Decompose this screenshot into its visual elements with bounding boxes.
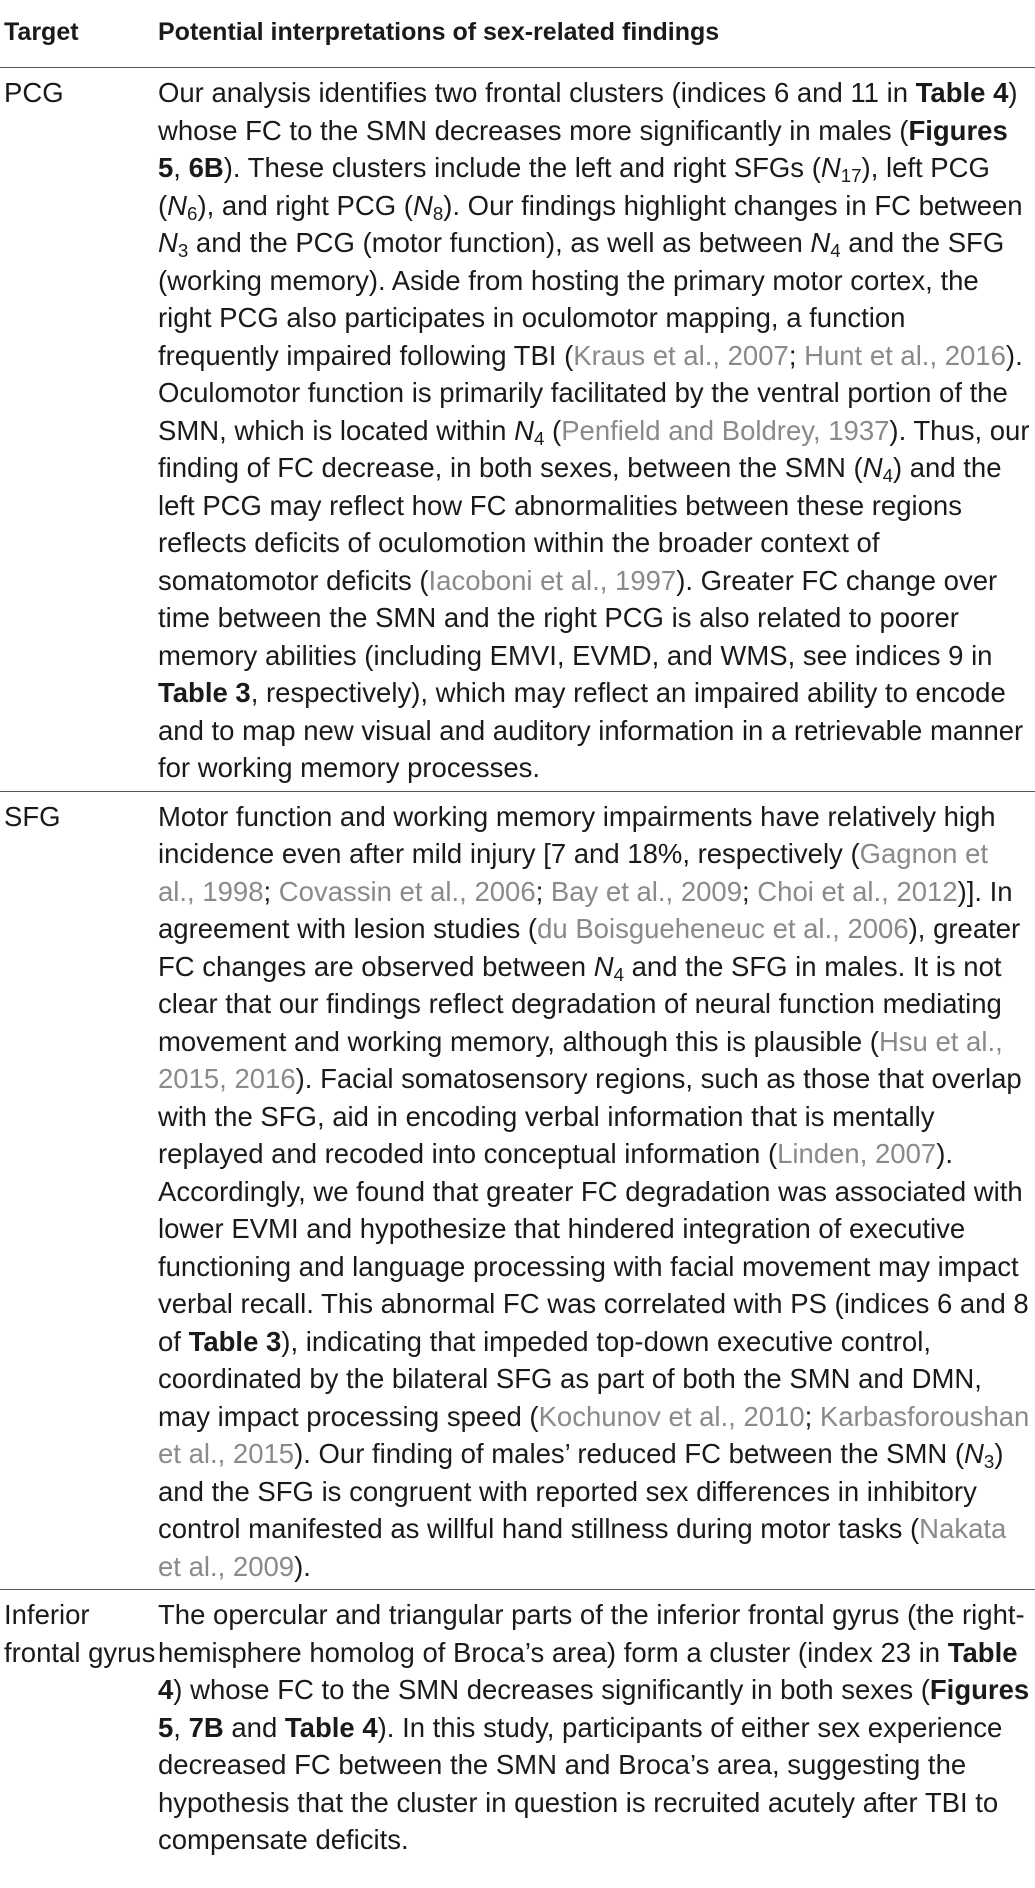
citation-link[interactable]: Nakata et al., 2009	[158, 1513, 1007, 1582]
subscript: 4	[613, 963, 624, 985]
text-run: ,	[173, 1711, 189, 1743]
citation-link[interactable]: Choi et al., 2012	[757, 875, 958, 907]
text-run: ), greater FC changes are observed between	[158, 913, 1021, 982]
italic-symbol: N	[810, 227, 831, 258]
text-run: ). Accordingly, we found that greater FC degradation was associated with lower EVMI and hypothesize that hindered integration of executive functioning and language processing with facial movement may impact verbal recall. This abnormal FC was correlated with PS (indices 6 and 8 of	[158, 1138, 1029, 1357]
text-run: ), and right PCG (	[197, 189, 413, 221]
text-run: and the SFG in males. It is not clear that our findings reflect degradation of neural function mediating movement and working memory, although this is plausible (	[158, 950, 1002, 1057]
row-text-sfg	[158, 791, 1035, 1590]
subscript: 4	[830, 240, 841, 262]
text-run: ;	[263, 875, 279, 907]
table-row	[0, 68, 1035, 792]
table-body	[0, 68, 1035, 1863]
text-run: ;	[742, 875, 758, 907]
italic-symbol: N	[514, 414, 534, 446]
table-row	[0, 791, 1035, 1590]
citation-link[interactable]: Gagnon et al., 1998	[158, 838, 989, 907]
citation-link[interactable]: Bay et al., 2009	[550, 875, 743, 907]
text-run: Our analysis identifies two frontal clusters (indices 6 and 11 in	[158, 77, 916, 108]
text-run: ). Greater FC change over time between the SMN and the right PCG is also related to poorer memory abilities (including EMVI, EVMD, and WMS, see indices 9 in	[158, 564, 998, 671]
text-run: ). These clusters include the left and right SFGs (	[223, 152, 821, 183]
text-run: ) and the left PCG may reflect how FC abnormalities between these regions reflects deficits of oculomotion within the broader context of somatomotor deficits (	[158, 452, 1002, 596]
italic-symbol: N	[158, 227, 178, 258]
citation-link[interactable]: Karbasforoushan et al., 2015	[158, 1400, 1030, 1469]
row-target-sfg: SFG	[4, 800, 61, 832]
text-run: ;	[804, 1400, 820, 1432]
text-run: ), indicating that impeded top-down executive control, coordinated by the bilateral SFG as part of both the SMN and DMN, may impact processing speed (	[158, 1325, 982, 1432]
citation-link[interactable]: Hunt et al., 2016	[804, 339, 1006, 371]
table-row	[0, 1590, 1035, 1863]
text-run: ). Oculomotor function is primarily facilitated by the ventral portion of the SMN, which is located within	[158, 339, 1023, 446]
text-run: ), left PCG (	[158, 152, 990, 221]
italic-symbol: N	[964, 1438, 984, 1469]
bold-reference: Table 4	[284, 1711, 378, 1743]
text-run: ) whose FC to the SMN decreases significantly in both sexes (	[173, 1674, 930, 1705]
row-target-ifg: Inferior frontal gyrus	[4, 1599, 156, 1668]
subscript: 4	[882, 465, 893, 487]
text-run: , respectively), which may reflect an impaired ability to encode and to map new visual and auditory information in a retrievable manner for working memory processes.	[158, 677, 1024, 783]
citation-link[interactable]: du Boisgueheneuc et al., 2006	[537, 913, 909, 944]
text-run: ;	[788, 339, 805, 371]
text-run: ). Our finding of males’ reduced FC between the SMN (	[294, 1438, 965, 1469]
italic-symbol: N	[593, 950, 614, 982]
text-run: (	[544, 414, 562, 446]
text-run: )]. In agreement with lesion studies (	[158, 875, 1013, 944]
text-run: ).	[294, 1550, 311, 1582]
text-run: ). Thus, our finding of FC decrease, in both sexes, between the SMN (	[158, 414, 1030, 483]
text-run: ). Our findings highlight changes in FC between	[443, 189, 1023, 221]
text-run: Motor function and working memory impairments have relatively high incidence even after mild injury [7 and 18%, respectively (	[158, 800, 996, 869]
citation-link[interactable]: Linden, 2007	[777, 1138, 937, 1169]
citation-link[interactable]: Penfield and Boldrey, 1937	[561, 414, 890, 446]
subscript: 8	[432, 202, 444, 224]
italic-symbol: N	[412, 189, 433, 221]
citation-link[interactable]: Kraus et al., 2007	[573, 339, 789, 371]
text-run: and the PCG (motor function), as well as between	[188, 227, 811, 258]
subscript: 17	[840, 165, 862, 187]
subscript: 3	[177, 240, 189, 262]
text-run: and	[223, 1711, 285, 1743]
italic-symbol: N	[820, 152, 841, 183]
bold-reference: Table 4	[158, 1636, 1018, 1705]
citation-link[interactable]: Kochunov et al., 2010	[538, 1400, 805, 1432]
text-run: ) whose FC to the SMN decreases more significantly in males (	[158, 77, 1018, 146]
text-run: ,	[173, 152, 189, 183]
text-run: ). In this study, participants of either sex experience decreased FC between the SMN and Broca’s area, suggesting the hypothesis that the cluster in question is recruited acutely after TBI to compensate deficits.	[158, 1711, 1003, 1855]
italic-symbol: N	[862, 452, 883, 483]
bold-reference: 7B	[188, 1711, 224, 1743]
header-interpretations: Potential interpretations of sex-related findings	[158, 18, 720, 46]
table-header	[0, 0, 1035, 68]
bold-reference: Figures 5	[158, 1674, 1030, 1743]
row-text-pcg	[158, 68, 1035, 792]
row-text-ifg	[158, 1590, 1035, 1863]
citation-link[interactable]: Iacoboni et al., 1997	[428, 564, 677, 596]
subscript: 4	[533, 427, 545, 449]
subscript: 3	[983, 1451, 995, 1473]
text-run: ). Facial somatosensory regions, such as those that overlap with the SFG, aid in encoding verbal information that is mentally replayed and recoded into conceptual information (	[158, 1063, 1022, 1169]
row-target-pcg: PCG	[4, 77, 64, 108]
text-run: ;	[535, 875, 551, 907]
bold-reference: 6B	[188, 152, 224, 183]
text-run: The opercular and triangular parts of the inferior frontal gyrus (the right-hemisphere homolog of Broca’s area) form a cluster (index 23 in	[158, 1599, 1025, 1668]
citation-link[interactable]: Covassin et al., 2006	[278, 875, 536, 907]
bold-reference: Table 3	[188, 1325, 282, 1357]
text-run: ) and the SFG is congruent with reported sex differences in inhibitory control manifested as willful hand stillness during motor tasks (	[158, 1438, 1004, 1544]
subscript: 6	[187, 202, 198, 224]
citation-link[interactable]: Hsu et al., 2015, 2016	[158, 1025, 1003, 1094]
bold-reference: Figures 5	[158, 114, 1008, 183]
bold-reference: Table 3	[158, 677, 251, 708]
text-run: and the SFG (working memory). Aside from hosting the primary motor cortex, the right PCG also participates in oculomotor mapping, a function frequently impaired following TBI (	[158, 227, 1005, 371]
header-target: Target	[4, 18, 79, 46]
italic-symbol: N	[167, 189, 188, 221]
bold-reference: Table 4	[915, 77, 1009, 108]
